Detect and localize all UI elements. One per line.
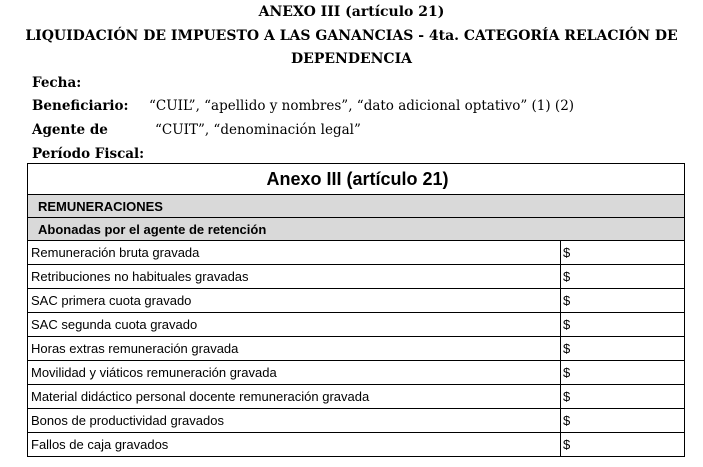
amount-cell: $ xyxy=(561,313,685,337)
table-row xyxy=(28,265,685,289)
document-subtitle-continued: DEPENDENCIA xyxy=(291,51,412,67)
agente-value: “CUIT”, “denominación legal” xyxy=(155,122,361,138)
table-row xyxy=(28,409,685,433)
annex-title: ANEXO III (artículo 21) xyxy=(258,4,445,20)
amount-cell: $ xyxy=(561,337,685,361)
section-heading: REMUNERACIONES xyxy=(28,195,685,218)
document-subtitle: LIQUIDACIÓN DE IMPUESTO A LAS GANANCIAS - 4ta. CATEGORÍA RELACIÓN DE xyxy=(25,28,678,44)
table-row xyxy=(28,241,685,265)
table-row xyxy=(28,361,685,385)
row-label: Horas extras remuneración gravada xyxy=(28,337,561,361)
table-row xyxy=(28,289,685,313)
amount-cell: $ xyxy=(561,433,685,457)
subsection-heading: Abonadas por el agente de retención xyxy=(28,218,685,241)
amount-cell: $ xyxy=(561,241,685,265)
agente-label: Agente de xyxy=(32,122,108,138)
row-label: Material didáctico personal docente remuneración gravada xyxy=(28,385,561,409)
fecha-label: Fecha: xyxy=(32,75,82,91)
subsection-row xyxy=(28,218,685,241)
row-label: SAC segunda cuota gravado xyxy=(28,313,561,337)
beneficiario-label: Beneficiario: xyxy=(32,98,129,114)
table-title: Anexo III (artículo 21) xyxy=(28,164,685,195)
row-label: SAC primera cuota gravado xyxy=(28,289,561,313)
table-row xyxy=(28,337,685,361)
table-row xyxy=(28,385,685,409)
table-row xyxy=(28,313,685,337)
row-label: Retribuciones no habituales gravadas xyxy=(28,265,561,289)
table-row xyxy=(28,433,685,457)
amount-cell: $ xyxy=(561,289,685,313)
table-title-row xyxy=(28,164,685,195)
beneficiario-value: “CUIL”, “apellido y nombres”, “dato adicional optativo” (1) (2) xyxy=(149,98,575,114)
amount-cell: $ xyxy=(561,361,685,385)
amount-cell: $ xyxy=(561,385,685,409)
periodo-fiscal-label: Período Fiscal: xyxy=(32,146,145,162)
remuneraciones-table xyxy=(27,163,685,457)
amount-cell: $ xyxy=(561,265,685,289)
row-label: Bonos de productividad gravados xyxy=(28,409,561,433)
row-label: Remuneración bruta gravada xyxy=(28,241,561,265)
section-row xyxy=(28,195,685,218)
row-label: Fallos de caja gravados xyxy=(28,433,561,457)
row-label: Movilidad y viáticos remuneración gravada xyxy=(28,361,561,385)
amount-cell: $ xyxy=(561,409,685,433)
